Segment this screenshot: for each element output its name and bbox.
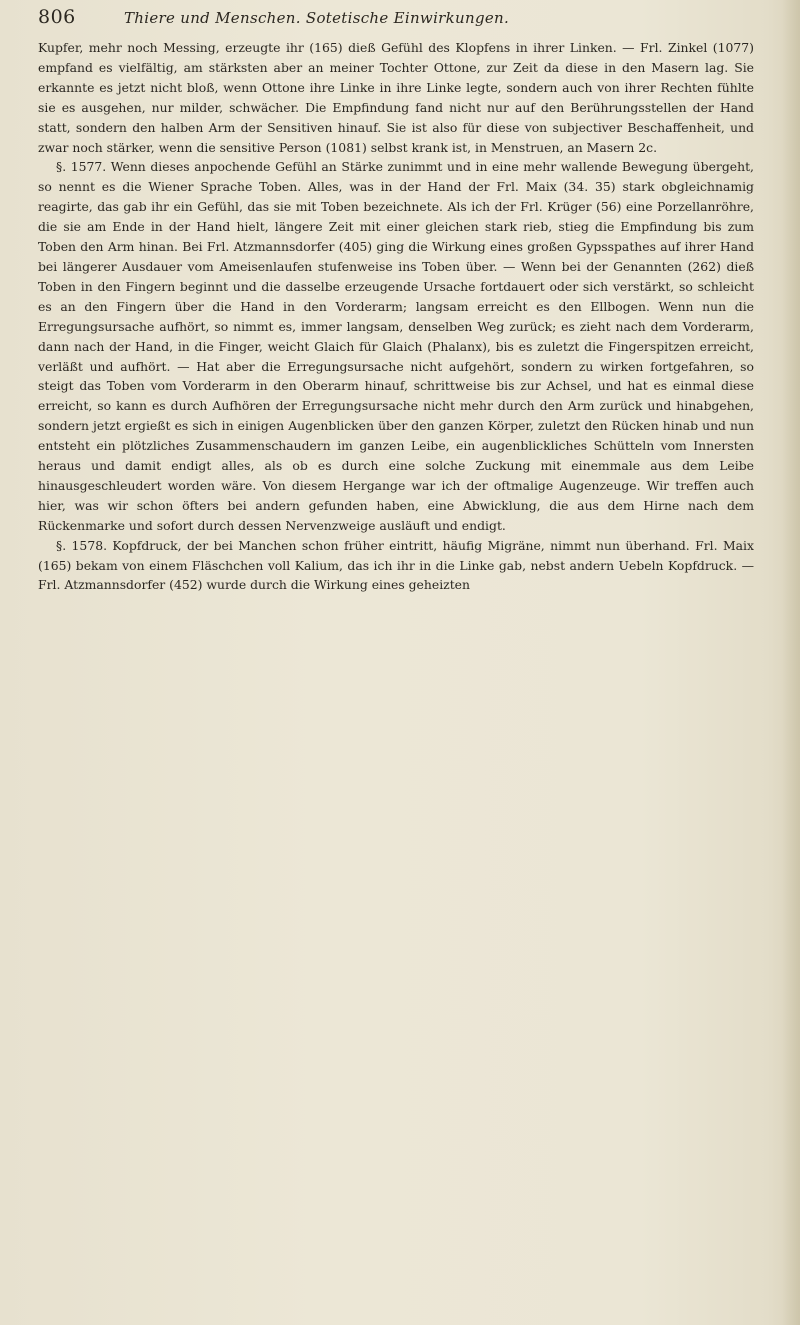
page-edge-shadow (782, 0, 800, 1325)
page-header (38, 6, 738, 30)
paragraph-continuation: Kupfer, mehr noch Messing, erzeugte ihr (165) dieß Gefühl des Klopfens in ihrer Linken. — Frl. Zinkel (1077) empfand es vielfältig, am stärksten aber an meiner Tochter Ottone, zur Zeit da diese in den Masern lag. Sie erkannte es jetzt nicht bloß, wenn Ottone ihre Linke in ihre Linke legte, sondern auch von ihrer Rechten fühlte sie es ausgehen, nur milder, schwächer. Die Empfindung fand nicht nur auf den Berührungsstellen der Hand statt, sondern den halben Arm der Sensitiven hinauf. Sie ist also für diese von subjectiver Beschaffenheit, und zwar noch stärker, wenn die sensitive Person (1081) selbst krank ist, in Menstruen, an Masern 2c. (38, 40, 754, 155)
body-text (38, 38, 754, 595)
page-number: 806 (38, 6, 76, 28)
running-title: Thiere und Menschen. Sotetische Einwirkungen. (124, 9, 510, 27)
paragraph-section-1577: §. 1577. Wenn dieses anpochende Gefühl an Stärke zunimmt und in eine mehr wallende Bewegung übergeht, so nennt es die Wiener Sprache Toben. Alles, was in der Hand der Frl. Maix (34. 35) stark obgleichnamig reagirte, das gab ihr ein Gefühl, das sie mit Toben bezeichnete. Als ich der Frl. Krüger (56) eine Porzellanröhre, die sie am Ende in der Hand hielt, längere Zeit mit einer gleichen stark rieb, stieg die Empfindung bis zum Toben den Arm hinan. Bei Frl. Atzmannsdorfer (405) ging die Wirkung eines großen Gypsspathes auf ihrer Hand bei längerer Ausdauer vom Ameisenlaufen stufenweise ins Toben über. — Wenn bei der Genannten (262) dieß Toben in den Fingern beginnt und die dasselbe erzeugende Ursache fortdauert oder sich verstärkt, so schleicht es an den Fingern über die Hand in den Vorderarm; langsam erreicht es den Ellbogen. Wenn nun die Erregungsursache aufhört, so nimmt es, immer langsam, denselben Weg zurück; es zieht nach dem Vorderarm, dann nach der Hand, in die Finger, weicht Glaich für Glaich (Phalanx), bis es zuletzt die Fingerspitzen erreicht, verläßt und aufhört. — Hat aber die Erregungsursache nicht aufgehört, sondern zu wirken fortgefahren, so steigt das Toben vom Vorderarm in den Oberarm hinauf, schrittweise bis zur Achsel, und hat es einmal diese erreicht, so kann es durch Aufhören der Erregungsursache nicht mehr durch den Arm zurück und hinabgehen, sondern jetzt ergießt es sich in einigen Augenblicken über den ganzen Körper, zuletzt den Rücken hinab und nun entsteht ein plötzliches Zusammenschaudern im ganzen Leibe, ein augenblickliches Schütteln vom Innersten heraus und damit endigt alles, als ob es durch eine solche Zuckung mit einemmale aus dem Leibe hinausgeschleudert worden wäre. Von diesem Hergange war ich der oftmalige Augenzeuge. Wir treffen auch hier, was wir schon öfters bei andern gefunden haben, eine Abwicklung, die aus dem Hirne nach dem Rückenmarke und sofort durch dessen Nervenzweige ausläuft und endigt. (38, 159, 754, 533)
paragraph-section-1578: §. 1578. Kopfdruck, der bei Manchen schon früher eintritt, häufig Migräne, nimmt nun überhand. Frl. Maix (165) bekam von einem Fläschchen voll Kalium, das ich ihr in die Linke gab, nebst andern Uebeln Kopfdruck. — Frl. Atzmannsdorfer (452) wurde durch die Wirkung eines geheizten (38, 537, 754, 593)
